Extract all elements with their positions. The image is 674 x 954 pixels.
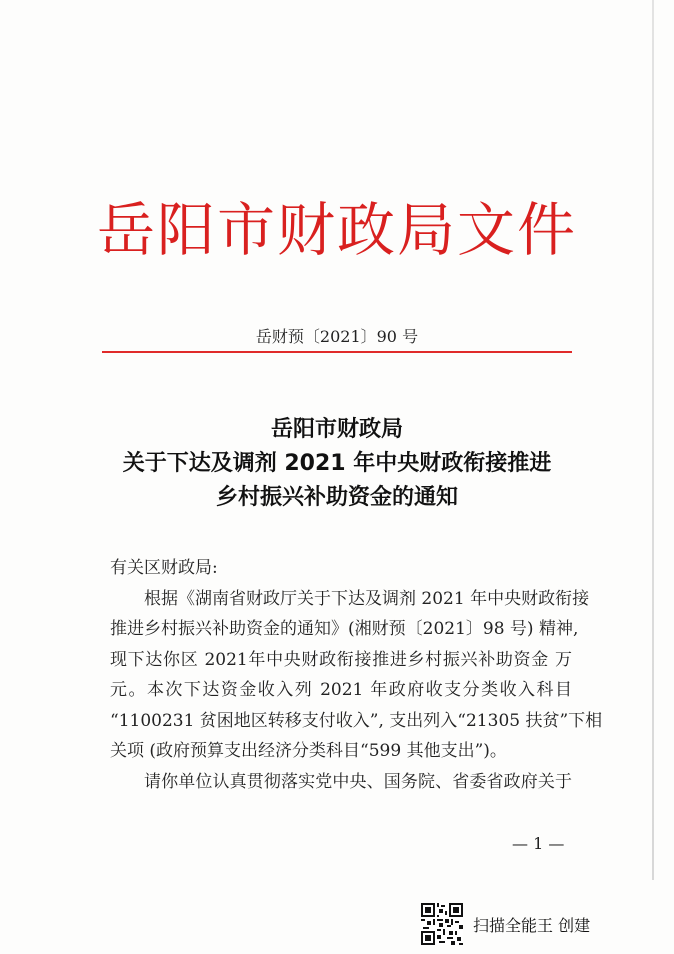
scanner-watermark [421,902,590,946]
paragraph-1-line-6: 关项 (政府预算支出经济分类科目“599 其他支出”)。 [110,741,507,761]
title-line-3: 乡村振兴补助资金的通知 [215,485,458,510]
paragraph-1-line-5: “1100231 贫困地区转移支付收入”, 支出列入“21305 扶贫”下相 [110,710,603,731]
paragraph-2-line-1: 请你单位认真贯彻落实党中央、国务院、省委省政府关于 [144,771,572,792]
document-masthead: 岳阳市财政局文件 [96,196,577,264]
watermark-text: 扫描全能王 创建 [473,915,591,935]
title-line-1: 岳阳市财政局 [270,417,403,442]
document-number: 岳财预〔2021〕90 号 [255,327,419,346]
qr-code-icon [421,903,463,945]
paragraph-1-line-1: 根据《湖南省财政厅关于下达及调剂 2021 年中央财政衔接 [144,588,590,609]
document-title [0,413,674,515]
page-number: — 1 — [512,834,565,853]
paragraph-1-line-3: 现下达你区 2021年中央财政衔接推进乡村振兴补助资金 万 [110,649,572,670]
paragraph-1-line-4: 元。本次下达资金收入列 2021 年政府收支分类收入科目 [110,680,572,700]
paragraph-1-line-2: 推进乡村振兴补助资金的通知》(湘财预〔2021〕98 号) 精神, [110,619,579,639]
document-body [110,553,603,797]
title-line-2: 关于下达及调剂 2021 年中央财政衔接推进 [122,451,552,476]
red-divider-line [102,351,572,353]
salutation: 有关区财政局: [110,558,218,578]
